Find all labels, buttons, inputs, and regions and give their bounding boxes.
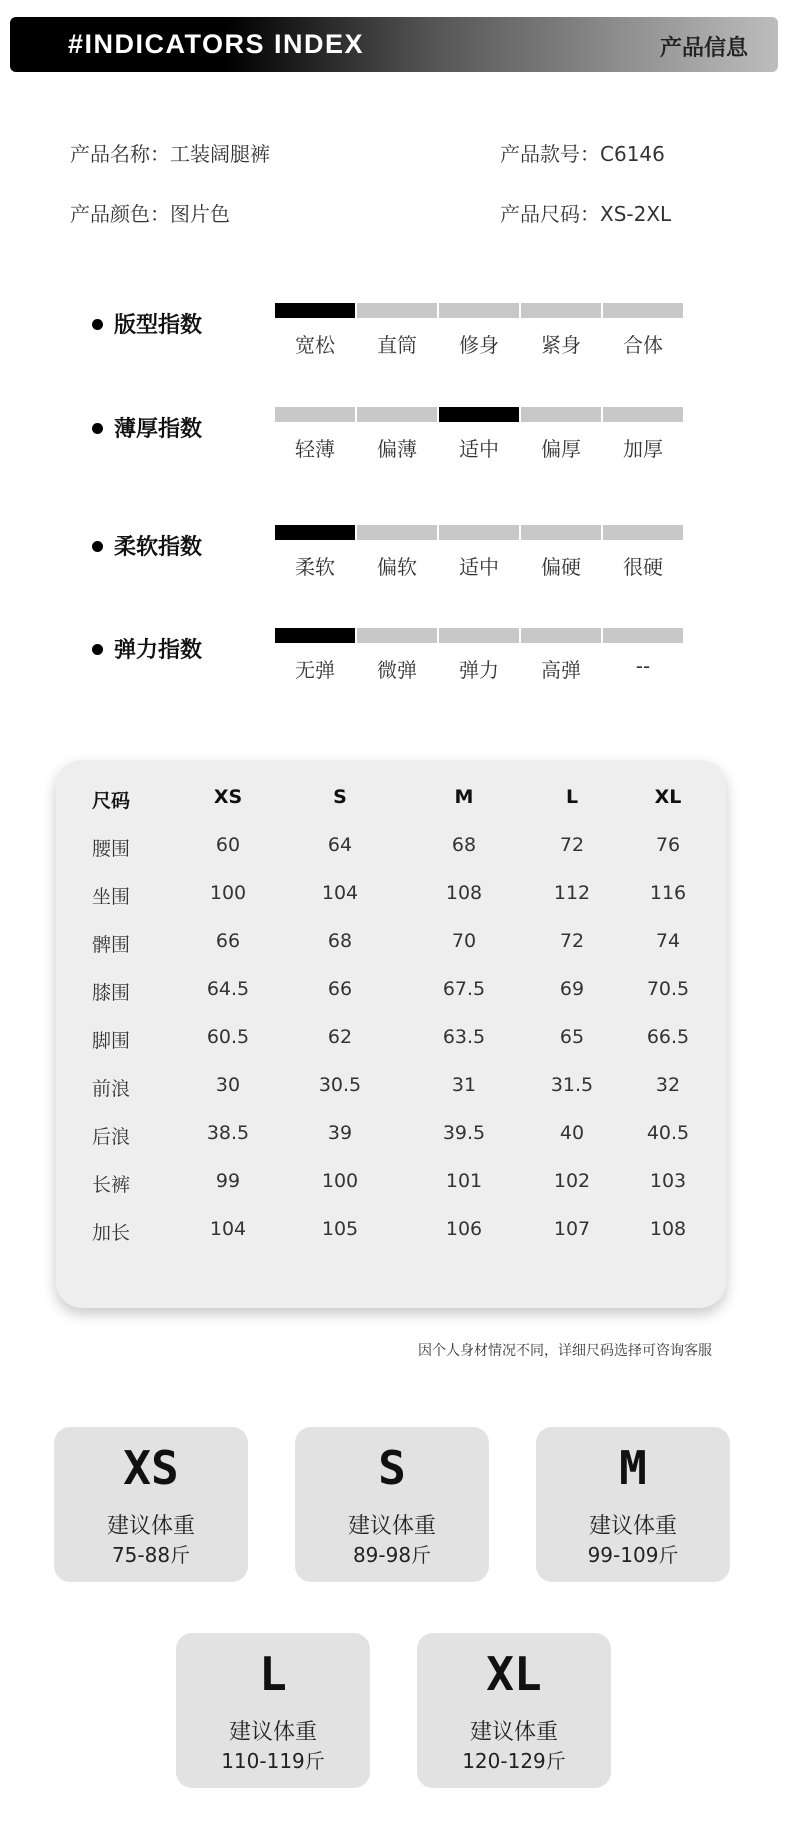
size-weight-card xyxy=(417,1633,611,1788)
indicator-segment xyxy=(521,303,601,318)
indicator-segment xyxy=(357,303,437,318)
size-weight-card xyxy=(295,1427,489,1582)
size-card-label: 建议体重 xyxy=(347,1514,436,1539)
indicator-title: 柔软指数 xyxy=(114,535,203,560)
table-cell: 30 xyxy=(215,1074,241,1096)
table-row-label: 加长 xyxy=(92,1222,131,1244)
table-row-label: 膝围 xyxy=(92,982,131,1004)
table-cell: 108 xyxy=(445,882,483,904)
size-card-label: 建议体重 xyxy=(469,1720,558,1745)
table-cell: 66.5 xyxy=(646,1026,690,1048)
table-row-label: 坐围 xyxy=(92,886,131,908)
table-cell: 64.5 xyxy=(206,978,250,1000)
table-cell: 103 xyxy=(649,1170,687,1192)
table-cell: 76 xyxy=(655,834,681,856)
indicator-option-label: 微弹 xyxy=(377,658,417,682)
table-cell: 65 xyxy=(559,1026,585,1048)
bullet-icon xyxy=(92,423,103,434)
indicator-option-label: 高弹 xyxy=(541,658,581,682)
product-size-range: 产品尺码：XS-2XL xyxy=(500,202,672,226)
table-cell: 72 xyxy=(559,930,585,952)
indicator-option-label: 偏硬 xyxy=(541,555,581,579)
table-cell: 68 xyxy=(327,930,353,952)
indicator-option-label: 修身 xyxy=(459,333,499,357)
table-cell: 60.5 xyxy=(206,1026,250,1048)
table-cell: 74 xyxy=(655,930,681,952)
size-card-weight: 120-129斤 xyxy=(462,1749,566,1773)
size-card-weight: 110-119斤 xyxy=(221,1749,325,1773)
size-table xyxy=(56,760,726,1308)
header-banner xyxy=(10,17,778,72)
table-cell: 100 xyxy=(209,882,247,904)
table-row-label: 前浪 xyxy=(92,1078,131,1100)
table-header-size: L xyxy=(565,786,579,808)
table-cell: 31 xyxy=(451,1074,477,1096)
indicator-option-label: 偏薄 xyxy=(377,437,417,461)
table-header-size: M xyxy=(454,786,474,808)
size-card-weight: 75-88斤 xyxy=(111,1543,191,1567)
indicator-scale xyxy=(275,303,685,363)
size-card-size: XL xyxy=(486,1647,542,1701)
table-cell: 60 xyxy=(215,834,241,856)
size-card-size: S xyxy=(378,1441,406,1495)
table-cell: 101 xyxy=(445,1170,483,1192)
table-cell: 106 xyxy=(445,1218,483,1240)
size-card-size: L xyxy=(259,1647,287,1701)
indicator-row xyxy=(92,525,692,595)
table-cell: 38.5 xyxy=(206,1122,250,1144)
table-cell: 40.5 xyxy=(646,1122,690,1144)
size-note: 因个人身材情况不同，详细尺码选择可咨询客服 xyxy=(418,1343,712,1359)
size-card-label: 建议体重 xyxy=(106,1514,195,1539)
table-cell: 31.5 xyxy=(550,1074,594,1096)
table-cell: 108 xyxy=(649,1218,687,1240)
product-name: 产品名称：工装阔腿裤 xyxy=(70,142,270,166)
indicator-segment-active xyxy=(275,303,355,318)
indicator-option-label: 偏厚 xyxy=(541,437,581,461)
indicator-scale xyxy=(275,525,685,585)
table-cell: 63.5 xyxy=(442,1026,486,1048)
indicator-option-label: 加厚 xyxy=(623,437,663,461)
size-weight-card xyxy=(176,1633,370,1788)
size-card-label: 建议体重 xyxy=(228,1720,317,1745)
size-card-size: M xyxy=(619,1441,647,1495)
table-header-size: XS xyxy=(213,786,243,808)
size-card-weight: 89-98斤 xyxy=(352,1543,432,1567)
indicator-segment xyxy=(439,628,519,643)
indicator-segment xyxy=(521,628,601,643)
table-cell: 100 xyxy=(321,1170,359,1192)
size-weight-card xyxy=(54,1427,248,1582)
table-cell: 66 xyxy=(327,978,353,1000)
indicator-option-label: 合体 xyxy=(623,333,663,357)
indicator-segment xyxy=(603,628,683,643)
indicator-option-label: 偏软 xyxy=(377,555,417,579)
size-card-label: 建议体重 xyxy=(588,1514,677,1539)
table-cell: 105 xyxy=(321,1218,359,1240)
indicator-option-label: 无弹 xyxy=(295,658,335,682)
table-cell: 30.5 xyxy=(318,1074,362,1096)
size-card-size: XS xyxy=(123,1441,179,1495)
indicator-option-label: 直筒 xyxy=(377,333,417,357)
table-cell: 69 xyxy=(559,978,585,1000)
product-style-no: 产品款号：C6146 xyxy=(500,142,665,166)
indicator-option-label: 很硬 xyxy=(623,555,663,579)
table-cell: 64 xyxy=(327,834,353,856)
indicator-segment xyxy=(521,407,601,422)
indicator-option-label: 轻薄 xyxy=(295,437,335,461)
product-color: 产品颜色：图片色 xyxy=(70,202,230,226)
indicator-segment xyxy=(357,628,437,643)
table-cell: 99 xyxy=(215,1170,241,1192)
indicator-segment xyxy=(439,303,519,318)
table-cell: 70 xyxy=(451,930,477,952)
indicator-segment xyxy=(357,407,437,422)
indicator-option-label: 柔软 xyxy=(295,555,335,579)
indicator-title: 弹力指数 xyxy=(114,638,203,663)
table-cell: 112 xyxy=(553,882,591,904)
size-card-weight: 99-109斤 xyxy=(587,1543,679,1567)
indicator-segment xyxy=(357,525,437,540)
indicator-segment xyxy=(521,525,601,540)
table-cell: 39.5 xyxy=(442,1122,486,1144)
indicator-segment-active xyxy=(439,407,519,422)
table-header-label: 尺码 xyxy=(92,790,131,812)
indicator-row xyxy=(92,628,692,698)
indicator-segment xyxy=(603,407,683,422)
table-cell: 116 xyxy=(649,882,687,904)
table-cell: 32 xyxy=(655,1074,681,1096)
table-row-label: 腰围 xyxy=(92,838,131,860)
indicator-segment xyxy=(603,303,683,318)
table-cell: 107 xyxy=(553,1218,591,1240)
indicator-row xyxy=(92,407,692,477)
table-cell: 67.5 xyxy=(442,978,486,1000)
indicator-title: 版型指数 xyxy=(114,313,203,338)
table-cell: 102 xyxy=(553,1170,591,1192)
indicator-segment xyxy=(439,525,519,540)
indicator-title: 薄厚指数 xyxy=(114,417,203,442)
indicator-segment-active xyxy=(275,525,355,540)
table-row-label: 髀围 xyxy=(92,934,131,956)
table-cell: 72 xyxy=(559,834,585,856)
table-cell: 70.5 xyxy=(646,978,690,1000)
indicator-scale xyxy=(275,628,685,688)
indicator-option-label: 宽松 xyxy=(295,333,335,357)
table-header-size: S xyxy=(333,786,347,808)
bullet-icon xyxy=(92,319,103,330)
table-cell: 68 xyxy=(451,834,477,856)
indicator-option-label: 弹力 xyxy=(459,658,499,682)
indicator-option-label: -- xyxy=(635,654,651,678)
indicator-option-label: 适中 xyxy=(459,437,499,461)
indicator-option-label: 紧身 xyxy=(541,333,581,357)
bullet-icon xyxy=(92,644,103,655)
indicator-segment xyxy=(603,525,683,540)
table-cell: 40 xyxy=(559,1122,585,1144)
size-weight-card xyxy=(536,1427,730,1582)
table-cell: 104 xyxy=(321,882,359,904)
header-section-label: 产品信息 xyxy=(659,36,748,61)
table-cell: 39 xyxy=(327,1122,353,1144)
indicator-scale xyxy=(275,407,685,467)
table-cell: 62 xyxy=(327,1026,353,1048)
indicator-segment xyxy=(275,407,355,422)
header-title: #INDICATORS INDEX xyxy=(68,29,365,59)
indicator-option-label: 适中 xyxy=(459,555,499,579)
table-row-label: 长裤 xyxy=(92,1174,131,1196)
indicator-row xyxy=(92,303,692,373)
table-cell: 104 xyxy=(209,1218,247,1240)
indicator-segment-active xyxy=(275,628,355,643)
table-cell: 66 xyxy=(215,930,241,952)
bullet-icon xyxy=(92,541,103,552)
table-row-label: 后浪 xyxy=(92,1126,131,1148)
table-header-size: XL xyxy=(654,786,682,808)
table-row-label: 脚围 xyxy=(92,1030,131,1052)
